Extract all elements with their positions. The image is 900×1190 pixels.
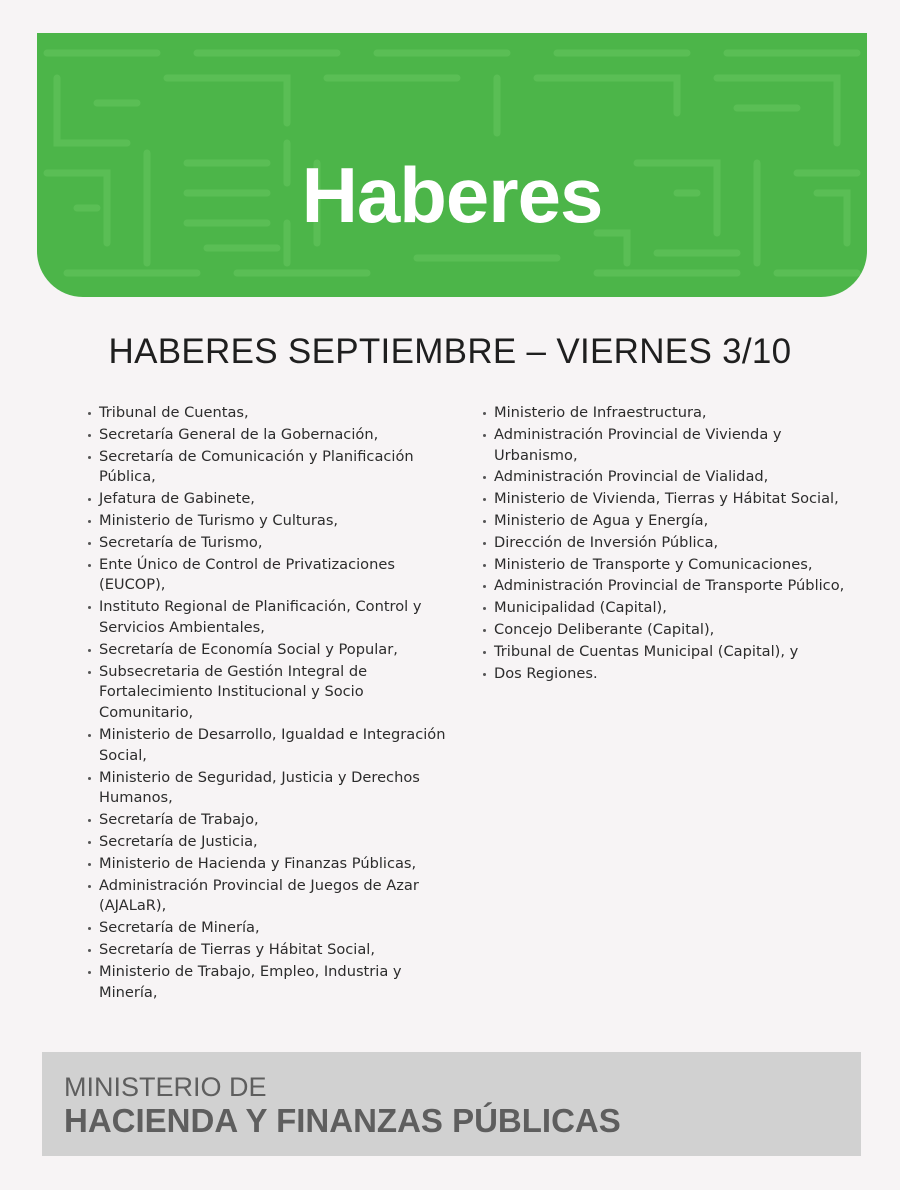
list-item: Administración Provincial de Juegos de Azar (AJALaR),	[86, 876, 446, 918]
list-item: Instituto Regional de Planificación, Control y Servicios Ambientales,	[86, 597, 446, 639]
footer-ministry-prefix: MINISTERIO DE	[64, 1072, 267, 1102]
ministry-footer	[42, 1052, 861, 1156]
list-item: Dirección de Inversión Pública,	[481, 533, 851, 554]
list-item: Ministerio de Agua y Energía,	[481, 511, 851, 532]
list-item: Municipalidad (Capital),	[481, 598, 851, 619]
list-item: Concejo Deliberante (Capital),	[481, 620, 851, 641]
list-item: Ministerio de Infraestructura,	[481, 403, 851, 424]
footer-ministry-name: HACIENDA Y FINANZAS PÚBLICAS	[64, 1102, 621, 1139]
list-item: Jefatura de Gabinete,	[86, 489, 446, 510]
list-item: Administración Provincial de Vivienda y Urbanismo,	[481, 425, 851, 467]
list-item: Tribunal de Cuentas Municipal (Capital), y	[481, 642, 851, 663]
list-item: Ente Único de Control de Privatizaciones (EUCOP),	[86, 555, 446, 597]
list-item: Secretaría de Turismo,	[86, 533, 446, 554]
list-item: Secretaría de Trabajo,	[86, 810, 446, 831]
list-item: Ministerio de Seguridad, Justicia y Derechos Humanos,	[86, 768, 446, 810]
list-item: Ministerio de Vivienda, Tierras y Hábitat Social,	[481, 489, 851, 510]
list-item: Ministerio de Trabajo, Empleo, Industria y Minería,	[86, 962, 446, 1004]
agency-list-right	[481, 403, 851, 685]
list-item: Subsecretaria de Gestión Integral de Fortalecimiento Institucional y Socio Comunitario,	[86, 662, 446, 724]
page-title: HABERES SEPTIEMBRE – VIERNES 3/10	[108, 332, 792, 371]
list-item: Administración Provincial de Vialidad,	[481, 467, 851, 488]
list-item: Secretaría de Minería,	[86, 918, 446, 939]
header-banner	[37, 33, 867, 297]
list-item: Tribunal de Cuentas,	[86, 403, 446, 424]
list-item: Ministerio de Hacienda y Finanzas Públicas,	[86, 854, 446, 875]
list-item: Administración Provincial de Transporte Público,	[481, 576, 851, 597]
list-item: Ministerio de Turismo y Culturas,	[86, 511, 446, 532]
list-item: Secretaría de Justicia,	[86, 832, 446, 853]
list-item: Dos Regiones.	[481, 664, 851, 685]
banner-title: Haberes	[301, 151, 603, 239]
list-item: Secretaría de Comunicación y Planificación Pública,	[86, 447, 446, 489]
list-item: Secretaría General de la Gobernación,	[86, 425, 446, 446]
list-item: Secretaría de Economía Social y Popular,	[86, 640, 446, 661]
list-item: Secretaría de Tierras y Hábitat Social,	[86, 940, 446, 961]
list-item: Ministerio de Transporte y Comunicaciones,	[481, 555, 851, 576]
list-item: Ministerio de Desarrollo, Igualdad e Integración Social,	[86, 725, 446, 767]
agency-list-left	[86, 403, 446, 1004]
